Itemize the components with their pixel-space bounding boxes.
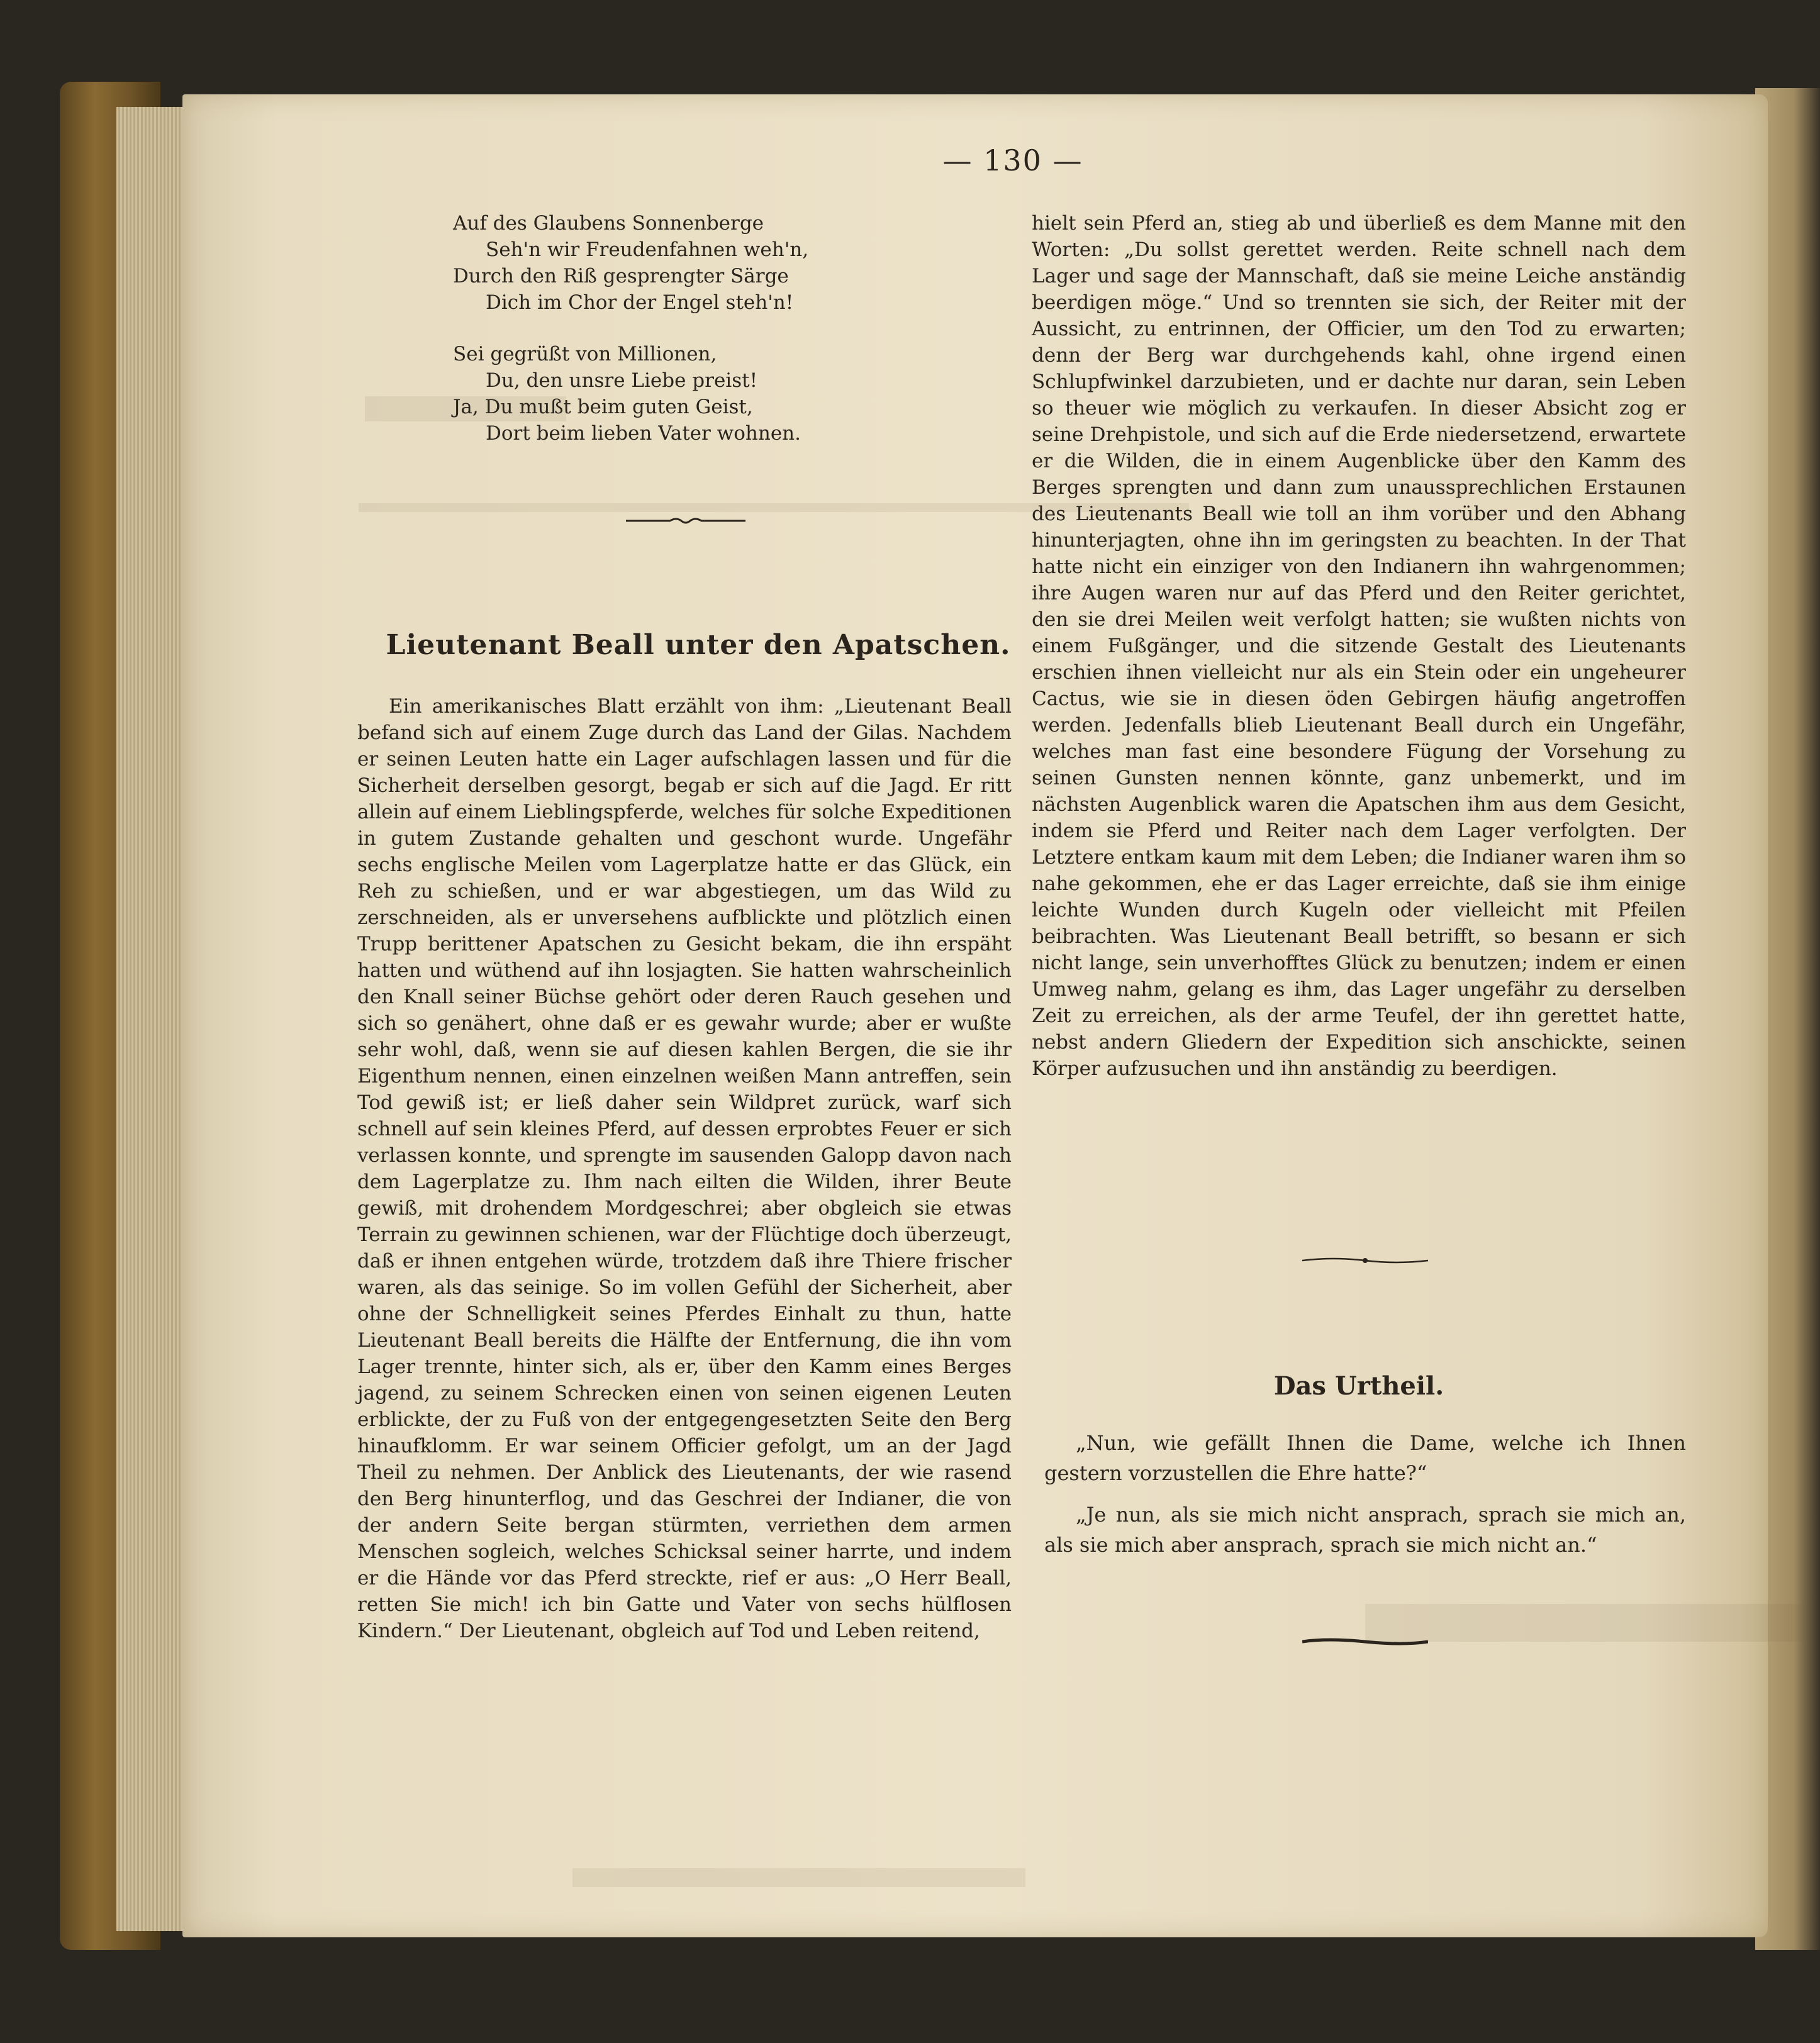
poem-stanza	[453, 210, 856, 316]
poem	[453, 210, 856, 472]
page-stack-edge	[116, 107, 192, 1931]
poem-line: Dich im Chor der Engel steh'n!	[486, 291, 794, 314]
article-paragraph: hielt sein Pferd an, stieg ab und überließ es dem Manne mit den Worten: „Du sollst gerettet werden. Reite schnell nach dem Lager und sage der Mannschaft, daß sie meine Leiche anständig beerdigen möge.“ Und so trennten sie sich, der Reiter mit der Aussicht, zu entrinnen, der Officier, um den Tod zu erwarten; denn der Berg war durchgehends kahl, ohne irgend einen Schlupfwinkel darzubieten, und er dachte nur daran, sein Leben so theuer wie möglich zu verkaufen. In dieser Absicht zog er seine Drehpistole, und sich auf die Erde niedersetzend, erwartete er die Wilden, die in einem Augenblicke über den Kamm des Berges sprengten und dann zum unaussprechlichen Erstaunen des Lieutenants Beall wie toll an ihm vorüber und den Abhang hinunterjagten, ohne ihn im geringsten zu beachten. In der That hatte nicht ein einziger von den Indianern ihn wahrgenommen; ihre Augen waren nur auf das Pferd und den Reiter gerichtet, den sie drei Meilen weit verfolgt hatten; sie wußten nichts von einem Fußgänger, und die sitzende Gestalt des Lieutenants erschien ihnen vielleicht nur als ein Stein oder ein ungeheurer Cactus, wie sie in diesen öden Gebirgen häufig angetroffen werden. Jedenfalls blieb Lieutenant Beall durch ein Ungefähr, welches man fast eine besondere Fügung der Vorsehung zu seinen Gunsten nennen könnte, ganz unbemerkt, und im nächsten Augenblick waren die Apatschen ihm aus dem Gesicht, indem sie Pferd und Reiter nach dem Lager verfolgten. Der Letztere entkam kaum mit dem Leben; die Indianer waren ihm so nahe gekommen, ehe er das Lager erreichte, daß sie ihm einige leichte Wunden durch Kugeln oder vielleicht mit Pfeilen beibrachten. Was Lieutenant Beall betrifft, so besann er sich nicht lange, sein unverhofftes Glück zu benutzen; indem er einen Umweg nahm, gelang es ihm, das Lager ungefähr zu derselben Zeit zu erreichen, als der arme Teufel, der ihn gerettet hatte, nebst andern Gliedern der Expedition sich anschickte, seinen Körper aufzusuchen und ihn anständig zu beerdigen.	[1032, 212, 1686, 1080]
article-body	[1044, 1428, 1686, 1571]
bleed-through-mark	[572, 1868, 1025, 1887]
poem-line: Seh'n wir Freudenfahnen weh'n,	[486, 238, 809, 261]
poem-line: Dort beim lieben Vater wohnen.	[486, 422, 801, 445]
decorative-rule-icon	[1302, 1635, 1428, 1648]
article-paragraph: „Nun, wie gefällt Ihnen die Dame, welche ich Ihnen gestern vorzustellen die Ehre hatte?“	[1044, 1431, 1686, 1485]
poem-line: Auf des Glaubens Sonnenberge	[453, 212, 764, 235]
poem-stanza	[453, 341, 856, 447]
article-paragraph: Ein amerikanisches Blatt erzählt von ihm: „Lieutenant Beall befand sich auf einem Zuge durch das Land der Gilas. Nachdem er seinen Leuten hatte ein Lager aufschlagen lassen und für die Sicherheit derselben gesorgt, begab er sich auf die Jagd. Er ritt allein auf einem Lieblingspferde, welches für solche Expeditionen in gutem Zustande gehalten und geschont wurde. Ungefähr sechs englische Meilen vom Lagerplatze hatte er das Glück, ein Reh zu schießen, und er war abgestiegen, um das Wild zu zerschneiden, als er unversehens aufblickte und plötzlich einen Trupp berittener Apatschen zu Gesicht bekam, die ihn erspäht hatten und wüthend auf ihn losjagten. Sie hatten wahrscheinlich den Knall seiner Büchse gehört oder deren Rauch gesehen und sich so genähert, ohne daß er es gewahr wurde; aber er wußte sehr wohl, daß, wenn sie auf diesen kahlen Bergen, die sie ihr Eigenthum nennen, einen einzelnen weißen Mann antreffen, sein Tod gewiß ist; er ließ daher sein Wildpret zurück, warf sich schnell auf sein kleines Pferd, auf dessen erprobtes Feuer er sich verlassen konnte, und sprengte im sausenden Galopp davon nach dem Lagerplatze zu. Ihm nach eilten die Wilden, ihrer Beute gewiß, mit drohendem Mordgeschrei; aber obgleich sie etwas Terrain zu gewinnen schienen, war der Flüchtige doch überzeugt, daß er ihnen entgehen würde, trotzdem daß ihre Thiere frischer waren, als das seinige. So im vollen Gefühl der Sicherheit, aber ohne der Schnelligkeit seines Pferdes Einhalt zu thun, hatte Lieutenant Beall bereits die Hälfte der Entfernung, die ihn vom Lager trennte, hinter sich, als er, über den Kamm eines Berges jagend, zu seinem Schrecken einen von seinen eigenen Leuten erblickte, der zu Fuß von der entgegengesetzten Seite den Berg hinaufklomm. Er war seinem Officier gefolgt, um an der Jagd Theil zu nehmen. Der Anblick des Lieutenants, der wie rasend den Berg hinunterflog, und das Geschrei der Indianer, die von der andern Seite bergan stürmten, verriethen dem armen Menschen sogleich, welches Schicksal seiner harrte, und indem er die Hände vor das Pferd streckte, rief er aus: „O Herr Beall, retten Sie mich! ich bin Gatte und Vater von sechs hülflosen Kindern.“ Der Lieutenant, obgleich auf Tod und Leben reitend,	[357, 695, 1012, 1642]
page-number: — 130 —	[942, 143, 1083, 177]
decorative-rule-icon	[1302, 1255, 1428, 1266]
article-column-left	[357, 693, 1012, 1644]
poem-line: Sei gegrüßt von Millionen,	[453, 343, 717, 365]
poem-line: Ja, Du mußt beim guten Geist,	[453, 396, 753, 418]
poem-line: Durch den Riß gesprengter Särge	[453, 265, 789, 287]
bleed-through-mark	[1365, 1604, 1806, 1642]
article-paragraph: „Je nun, als sie mich nicht ansprach, sprach sie mich an, als sie mich aber ansprach, sprach sie mich nicht an.“	[1044, 1503, 1686, 1557]
article-title: Lieutenant Beall unter den Apatschen.	[386, 629, 1011, 661]
article-column-right	[1032, 210, 1686, 1082]
poem-line: Du, den unsre Liebe preist!	[486, 369, 758, 392]
decorative-rule-icon	[626, 516, 745, 526]
article-title: Das Urtheil.	[1273, 1371, 1444, 1401]
